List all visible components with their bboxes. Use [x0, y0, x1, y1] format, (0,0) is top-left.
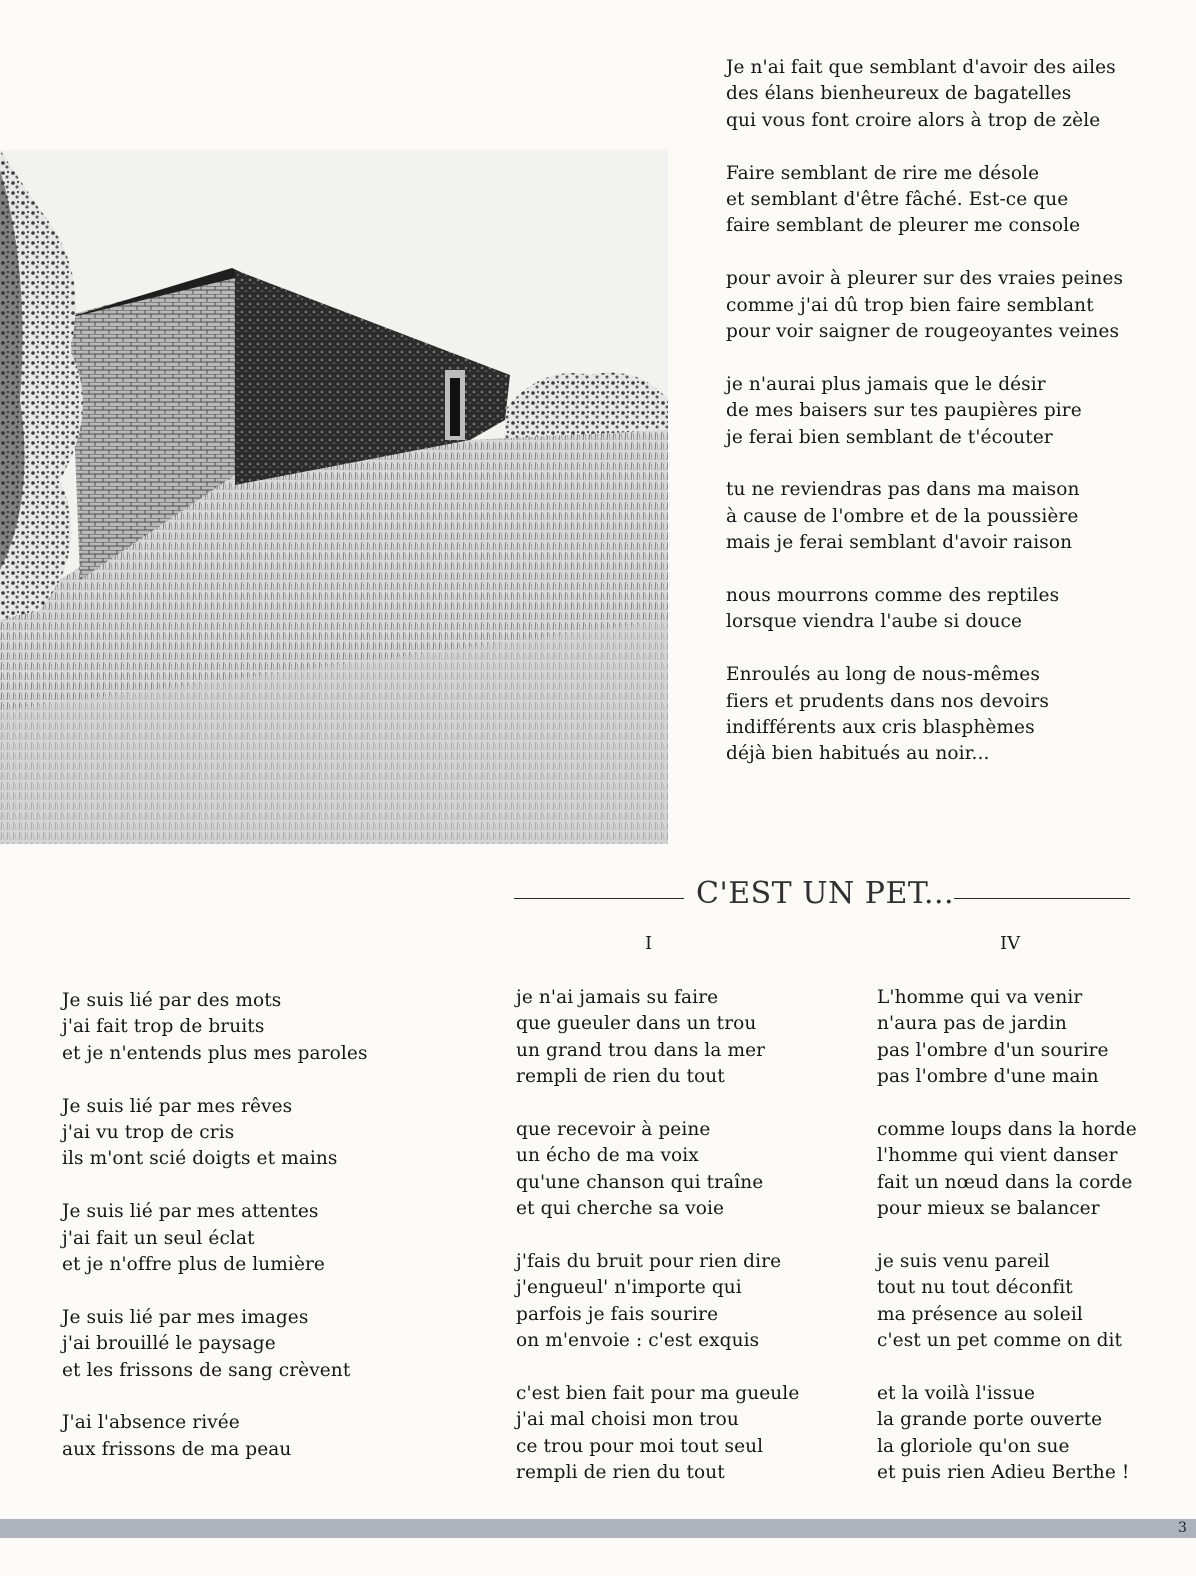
stanza	[62, 1410, 368, 1463]
poem-line: je n'ai jamais su faire	[516, 987, 719, 1008]
poem-line: L'homme qui va venir	[877, 987, 1083, 1008]
poem-line: pour voir saigner de rougeoyantes veines	[726, 321, 1120, 343]
stanza	[726, 372, 1123, 451]
poem-line: un grand trou dans la mer	[516, 1039, 766, 1061]
poem-line: je ferai bien semblant de t'écouter	[726, 426, 1053, 448]
poem-line: fiers et prudents dans nos devoirs	[726, 690, 1049, 712]
poem-line: et la voilà l'issue	[877, 1383, 1036, 1405]
poem-line: fait un nœud dans la corde	[877, 1171, 1133, 1193]
poem-line: nous mourrons comme des reptiles	[726, 585, 1060, 607]
poem-line: rempli de rien du tout	[516, 1066, 725, 1088]
poem-line: pour mieux se balancer	[877, 1198, 1100, 1220]
stanza	[726, 55, 1123, 134]
stanza	[62, 1305, 368, 1384]
page-number: 3	[1178, 1520, 1187, 1536]
stanza	[726, 583, 1123, 636]
photo-stone-hut	[0, 150, 668, 844]
poem-column-left	[62, 988, 368, 1463]
poem-line: et puis rien Adieu Berthe !	[877, 1462, 1130, 1484]
section-numeral-iv: IV	[1000, 933, 1021, 954]
stanza	[516, 1249, 799, 1355]
poem-line: que gueuler dans un trou	[516, 1013, 757, 1035]
poem-line: comme loups dans la horde	[877, 1119, 1137, 1141]
poem-title-row	[514, 872, 1130, 922]
poem-line: l'homme qui vient danser	[877, 1145, 1118, 1167]
poem-line: parfois je fais sourire	[516, 1303, 719, 1325]
poem-line: ils m'ont scié doigts et mains	[62, 1148, 338, 1170]
poem-line: Je suis lié par des mots	[62, 990, 282, 1011]
poem-line: déjà bien habitués au noir...	[726, 743, 990, 765]
top-poem	[726, 55, 1123, 768]
stanza	[877, 1381, 1137, 1487]
stanza	[877, 1249, 1137, 1355]
poem-line: et qui cherche sa voie	[516, 1198, 725, 1220]
poem-column-right	[877, 985, 1137, 1487]
poem-line: la gloriole qu'on sue	[877, 1435, 1070, 1457]
poem-line: comme j'ai dû trop bien faire semblant	[726, 294, 1094, 316]
footer-bar	[0, 1519, 1196, 1538]
poem-line: pas l'ombre d'un sourire	[877, 1039, 1109, 1061]
poem-line: j'ai fait un seul éclat	[62, 1227, 255, 1249]
poem-line: c'est un pet comme on dit	[877, 1330, 1123, 1352]
poem-line: Je n'ai fait que semblant d'avoir des ailes	[726, 57, 1116, 78]
title-rule-right	[954, 898, 1130, 899]
poem-line: je n'aurai plus jamais que le désir	[726, 373, 1046, 395]
poem-line: Je suis lié par mes images	[62, 1306, 309, 1328]
poem-line: Enroulés au long de nous-mêmes	[726, 664, 1040, 686]
poem-line: j'ai fait trop de bruits	[62, 1016, 265, 1038]
stanza	[726, 266, 1123, 345]
poem-line: et les frissons de sang crèvent	[62, 1359, 351, 1381]
poem-line: Faire semblant de rire me désole	[726, 162, 1040, 184]
poem-line: aux frissons de ma peau	[62, 1438, 292, 1460]
poem-line: et semblant d'être fâché. Est-ce que	[726, 189, 1069, 211]
stanza	[726, 161, 1123, 240]
poem-line: que recevoir à peine	[516, 1119, 711, 1141]
poem-line: tu ne reviendras pas dans ma maison	[726, 479, 1080, 501]
stanza	[726, 477, 1123, 556]
poem-line: et je n'offre plus de lumière	[62, 1254, 325, 1276]
poem-line: de mes baisers sur tes paupières pire	[726, 400, 1082, 422]
poem-line: n'aura pas de jardin	[877, 1013, 1067, 1035]
poem-line: j'ai vu trop de cris	[62, 1122, 235, 1144]
stanza	[516, 1381, 799, 1487]
poem-line: pour avoir à pleurer sur des vraies peines	[726, 268, 1124, 290]
poem-line: J'ai l'absence rivée	[62, 1412, 240, 1434]
poem-line: la grande porte ouverte	[877, 1409, 1103, 1431]
stanza	[726, 662, 1123, 768]
stanza	[62, 988, 368, 1067]
section-numeral-i: I	[645, 933, 653, 954]
stanza	[877, 1117, 1137, 1223]
poem-line: un écho de ma voix	[516, 1145, 699, 1167]
poem-line: ce trou pour moi tout seul	[516, 1435, 764, 1457]
poem-line: j'fais du bruit pour rien dire	[516, 1251, 782, 1273]
poem-line: tout nu tout déconfit	[877, 1277, 1073, 1299]
poem-line: Je suis lié par mes rêves	[62, 1095, 293, 1117]
poem-line: j'engueul' n'importe qui	[516, 1277, 742, 1299]
poem-line: j'ai brouillé le paysage	[62, 1333, 276, 1355]
poem-line: lorsque viendra l'aube si douce	[726, 611, 1023, 633]
poem-column-middle	[516, 985, 799, 1487]
poem-line: des élans bienheureux de bagatelles	[726, 83, 1072, 105]
poem-line: j'ai mal choisi mon trou	[516, 1409, 739, 1431]
stanza	[516, 985, 799, 1091]
poem-line: et je n'entends plus mes paroles	[62, 1042, 368, 1064]
poem-line: je suis venu pareil	[877, 1251, 1050, 1273]
poem-line: faire semblant de pleurer me console	[726, 215, 1081, 237]
poem-line: à cause de l'ombre et de la poussière	[726, 505, 1079, 527]
poem-title: C'EST UN PET...	[696, 876, 955, 911]
poem-line: c'est bien fait pour ma gueule	[516, 1383, 800, 1405]
poem-line: ma présence au soleil	[877, 1303, 1083, 1325]
stanza	[62, 1199, 368, 1278]
stanza	[877, 985, 1137, 1091]
poem-line: qui vous font croire alors à trop de zèle	[726, 109, 1101, 131]
poem-line: indifférents aux cris blasphèmes	[726, 717, 1035, 739]
stanza	[62, 1094, 368, 1173]
poem-line: rempli de rien du tout	[516, 1462, 725, 1484]
stanza	[516, 1117, 799, 1223]
poem-line: mais je ferai semblant d'avoir raison	[726, 532, 1073, 554]
poem-line: pas l'ombre d'une main	[877, 1066, 1099, 1088]
poem-line: on m'envoie : c'est exquis	[516, 1330, 760, 1352]
poem-line: qu'une chanson qui traîne	[516, 1171, 764, 1193]
title-rule-left	[514, 898, 684, 899]
poem-line: Je suis lié par mes attentes	[62, 1201, 319, 1223]
